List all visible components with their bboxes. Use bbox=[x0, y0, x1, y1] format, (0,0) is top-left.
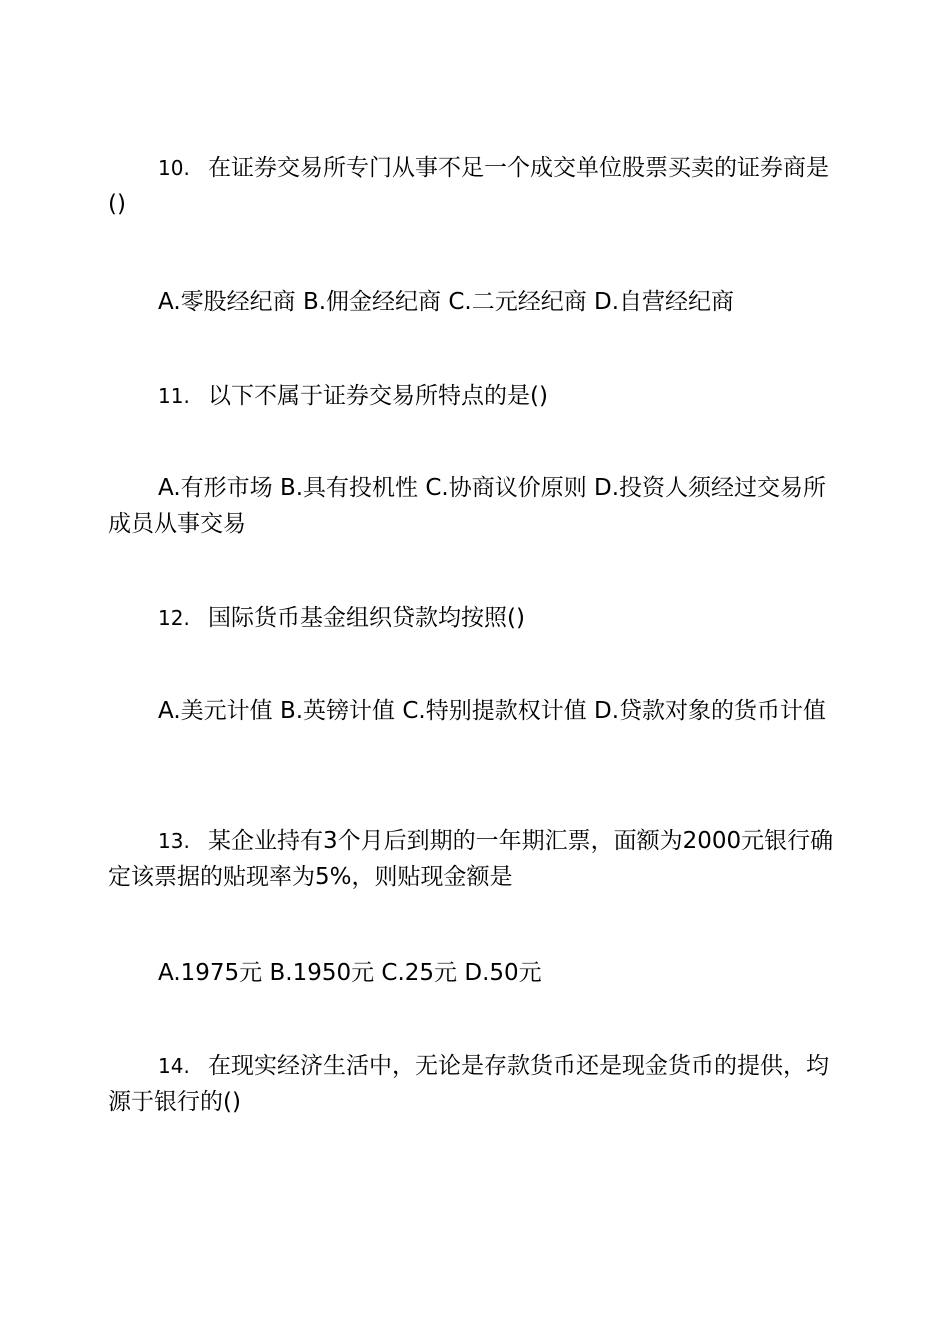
options-text: A.有形市场 B.具有投机性 C.协商议价原则 D.投资人须经过交易所成员从事交易 bbox=[108, 475, 827, 537]
options-10 bbox=[108, 284, 836, 320]
question-text: 国际货币基金组织贷款均按照() bbox=[208, 605, 525, 631]
question-text: 在现实经济生活中，无论是存款货币还是现金货币的提供，均源于银行的() bbox=[108, 1053, 829, 1115]
options-text: A.美元计值 B.英镑计值 C.特别提款权计值 D.贷款对象的货币计值 bbox=[158, 698, 827, 724]
options-11 bbox=[108, 470, 836, 542]
question-14 bbox=[108, 1048, 836, 1120]
question-number: 12. bbox=[158, 606, 190, 630]
question-number: 11. bbox=[158, 384, 190, 408]
question-text: 以下不属于证券交易所特点的是() bbox=[208, 383, 548, 409]
options-12 bbox=[108, 693, 836, 729]
question-number: 14. bbox=[158, 1054, 190, 1078]
question-10 bbox=[108, 150, 836, 222]
options-13 bbox=[108, 955, 836, 991]
question-13 bbox=[108, 823, 836, 895]
question-text: 某企业持有3个月后到期的一年期汇票，面额为2000元银行确定该票据的贴现率为5%，则贴现金额是 bbox=[108, 828, 834, 890]
question-11 bbox=[108, 378, 836, 414]
question-number: 10. bbox=[158, 156, 190, 180]
question-number: 13. bbox=[158, 829, 190, 853]
options-text: A.零股经纪商 B.佣金经纪商 C.二元经纪商 D.自营经纪商 bbox=[158, 289, 735, 315]
question-text: 在证券交易所专门从事不足一个成交单位股票买卖的证券商是() bbox=[108, 155, 829, 217]
question-12 bbox=[108, 600, 836, 636]
options-text: A.1975元 B.1950元 C.25元 D.50元 bbox=[158, 960, 542, 986]
